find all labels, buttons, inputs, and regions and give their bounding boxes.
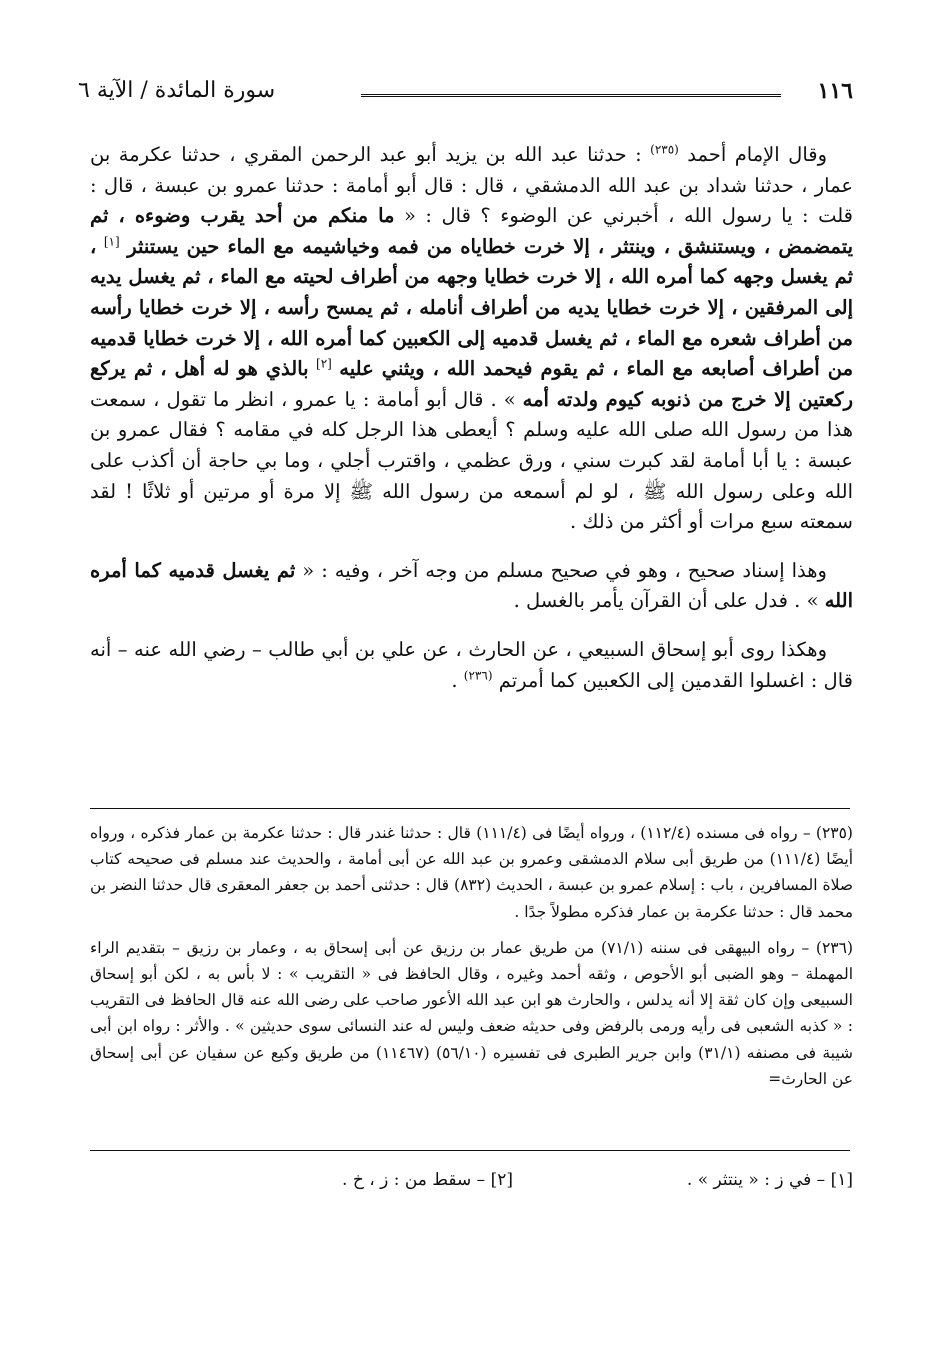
bold-text-run: بالذي هو له أهل ، ثم يركع ركعتين إلا خرج من ذنوبه كيوم ولدته أمه [90,357,853,411]
text-run: وقال الإمام أحمد [687,143,828,166]
text-run: . [451,668,458,692]
bold-text-run: ما منكم من أحد يقرب وضوءه ، ثم يتمضمض ، ويستنشق ، وينتثر ، إلا خرت خطاياه من فمه وخياشيمه مع الماء حين يستنثر [90,204,854,258]
variants-separator [90,1150,850,1151]
text-run: : حدثنا عبد الله بن يزيد أبو عبد الرحمن المقري ، حدثنا عكرمة بن عمار ، حدثنا شداد بن عبد الله الدمشقي ، قال : قال أبو أمامة : حدثنا عمرو بن عبسة ، قال : قلت : يا رسول الله ، أخبرني عن الوضوء ؟ قال : « [90,143,853,228]
paragraph-isnad [90,556,853,617]
variant-ref-2[interactable]: [٢] [316,356,332,371]
paragraph-athar [90,635,853,696]
bold-text-run: ثم يغسل قدميه كما أمره الله [90,558,853,613]
variant-note-1: [١] – في ز : « ينتثر » . [686,1170,853,1190]
page-number: ١١٦ [817,78,853,104]
footnote-separator [90,808,850,809]
header-rule [361,94,781,97]
footnote-ref-236[interactable]: (٢٣٦) [463,668,493,682]
text-run: » . قال أبو أمامة : يا عمرو ، انظر ما تقول ، سمعت هذا من رسول الله صلى الله عليه وسلم ؟ أيعطى هذا الرجل كله في مقامه ؟ فقال عمرو بن عبسة : يا أبا أمامة لقد كبرت سني ، ورق عظمي ، واقترب أجلي ، وما بي حاجة أن أكذب على الله وعلى رسول الله ﷺ ، لو لم أسمعه من رسول الله ﷺ إلا مرة أو مرتين أو ثلاثًا ! لقد سمعته سبع مرات أو أكثر من ذلك . [90,387,853,534]
paragraph-hadith [90,140,853,538]
variant-ref-1[interactable]: [١] [103,234,120,249]
text-run: » . فدل على أن القرآن يأمر بالغسل . [513,589,819,613]
footnotes [90,820,853,1102]
main-text [90,140,853,714]
page-header [78,78,853,118]
variant-note-2: [٢] – سقط من : ز ، خ . [342,1170,513,1190]
bold-text-run: ، ثم يغسل وجهه كما أمره الله ، إلا خرت خطايا وجهه من أطراف لحيته مع الماء ، ثم يغسل يديه إلى المرفقين ، إلا خرت خطايا يديه من أطراف أنامله ، ثم يمسح رأسه ، إلا خرت خطايا رأسه من أطراف شعره مع الماء ، ثم يغسل قدميه إلى الكعبين كما أمره الله ، إلا خرت خطايا قدميه من أطراف أصابعه مع الماء ، ثم يقوم فيحمد الله ، ويثني عليه [90,234,854,381]
manuscript-variants [90,1170,853,1200]
footnote-235: (٢٣٥) – رواه فى مسنده (١١٢/٤) ، ورواه أيضًا فى (١١١/٤) قال : حدثنا غندر قال : حدثنا عكرمة بن عمار فذكره ، ورواه أيضًا (١١١/٤) من طريق أبى سلام الدمشقى وعمرو بن عبد الله عن أبى أمامة ، والحديث عند مسلم فى صحيحه كتاب صلاة المسافرين ، باب : إسلام عمرو بن عبسة ، الحديث (٨٣٢) قال : حدثنى أحمد بن جعفر المعقرى قال حدثنا النضر بن محمد قال : حدثنا عكرمة بن عمار فذكره مطولاً جدًا . [90,824,854,921]
footnote-236: (٢٣٦) – رواه البيهقى فى سننه (٧١/١) من طريق عمار بن رزيق عن أبى إسحاق به ، وعمار بن رزيق – بتقديم الراء المهملة – وهو الضبى أبو الأحوص ، وثقه أحمد وغيره ، وقال الحافظ فى « التقريب » : لا بأس به ، لكن أبو إسحاق السبيعى وإن كان ثقة إلا أنه يدلس ، والحارث هو ابن عبد الله الأعور صاحب على رضى الله عنه قال الحافظ فى التقريب : « كذبه الشعبى فى رأيه ورمى بالرفض وفى حديثه ضعف وليس له عند النسائى سوى حديثين » . والأثر : رواه ابن أبى شيبة فى مصنفه (٣١/١) وابن جرير الطبرى فى تفسيره (٥٦/١٠) (١١٤٦٧) من طريق وكيع عن سفيان عن أبى إسحاق عن الحارث= [90,938,854,1088]
text-run: وهكذا روى أبو إسحاق السبيعي ، عن الحارث ، عن علي بن أبي طالب – رضي الله عنه – أنه قال : اغسلوا القدمين إلى الكعبين كما أمرتم [90,637,853,692]
text-run: وهذا إسناد صحيح ، وهو في صحيح مسلم من وجه آخر ، وفيه : « [295,558,827,582]
running-title: سورة المائدة / الآية ٦ [78,78,276,103]
footnote-ref-235[interactable]: (٢٣٥) [650,142,679,157]
